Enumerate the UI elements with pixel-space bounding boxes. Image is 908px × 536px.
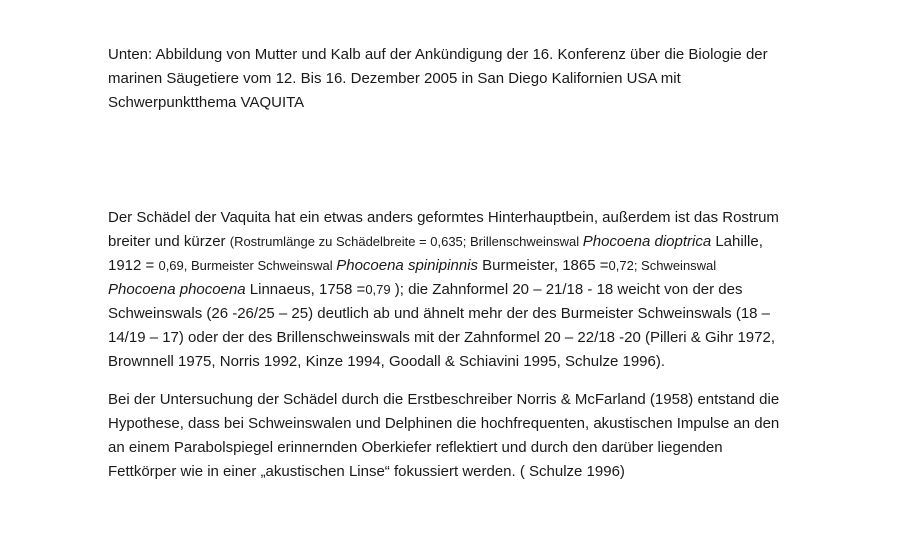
text-run: (Rostrumlänge zu Schädelbreite = 0,635; Brillenschweinswal — [229, 234, 583, 249]
caption-line: marinen Säugetiere vom 12. Bis 16. Dezember 2005 in San Diego Kalifornien USA mit — [108, 70, 681, 87]
text-run: 0,72 — [608, 258, 634, 273]
paragraph-line: 14/19 – 17) oder der des Brillenschweinswals mit der Zahnformel 20 – 22/18 -20 (Pilleri & Gihr 1972, — [108, 329, 776, 346]
caption-line: Unten: Abbildung von Mutter und Kalb auf der Ankündigung der 16. Konferenz über die Biologie der — [108, 46, 768, 63]
text-run: ; Schweinswal — [633, 258, 717, 273]
paragraph-line: an einem Parabolspiegel erinnernden Oberkiefer reflektiert und durch den darüber liegenden — [108, 439, 723, 456]
skull-paragraph — [108, 206, 808, 374]
paragraph-line: Schweinswals (26 -26/25 – 25) deutlich ab und ähnelt mehr der des Burmeister Schweinswals (18 – — [108, 305, 771, 322]
text-run: Lahille, — [711, 233, 763, 250]
image-caption — [108, 43, 808, 115]
species-name: Phocoena spinipinnis — [336, 257, 478, 274]
paragraph-line — [108, 278, 808, 302]
paragraph-line: Der Schädel der Vaquita hat ein etwas anders geformtes Hinterhauptbein, außerdem ist das Rostrum — [108, 209, 779, 226]
text-run: 1912 = — [108, 257, 159, 274]
text-run: breiter und kürzer — [108, 233, 230, 250]
species-name: Phocoena dioptrica — [582, 233, 712, 250]
text-run: Linnaeus, 1758 = — [245, 281, 366, 298]
paragraph-line: Brownnell 1975, Norris 1992, Kinze 1994, Goodall & Schiavini 1995, Schulze 1996). — [108, 353, 666, 370]
text-run: ); die Zahnformel 20 – 21/18 - 18 weicht von der des — [390, 281, 743, 298]
paragraph-line: Fettkörper wie in einer „akustischen Linse“ fokussiert werden. ( Schulze 1996) — [108, 463, 625, 480]
caption-line: Schwerpunktthema VAQUITA — [108, 94, 305, 111]
acoustic-paragraph — [108, 388, 808, 484]
paragraph-line: Hypothese, dass bei Schweinswalen und Delphinen die hochfrequenten, akustischen Impulse an den — [108, 415, 780, 432]
text-run: 0,79 — [365, 282, 391, 297]
text-run: 0,69, Burmeister Schweinswal — [158, 258, 337, 273]
text-run: Burmeister, 1865 = — [478, 257, 609, 274]
species-name: Phocoena phocoena — [108, 281, 246, 298]
paragraph-line — [108, 230, 808, 254]
paragraph-line: Bei der Untersuchung der Schädel durch die Erstbeschreiber Norris & McFarland (1958) entstand die — [108, 391, 780, 408]
paragraph-line — [108, 254, 808, 278]
